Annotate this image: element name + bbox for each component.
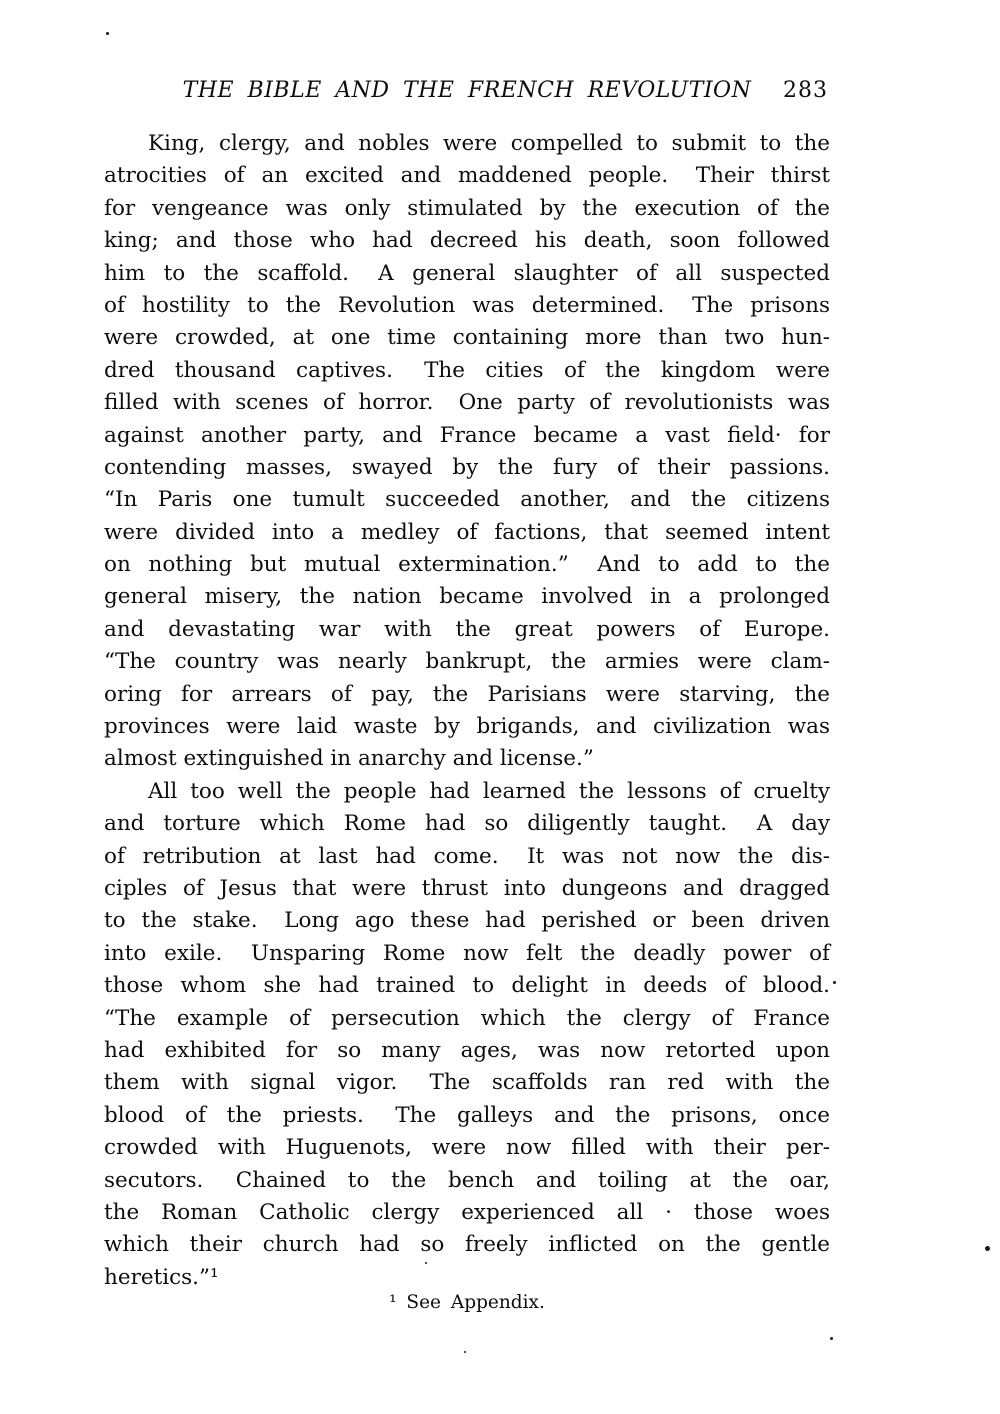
text-line: ciples of Jesus that were thrust into dungeons and dragged xyxy=(104,875,830,901)
running-head xyxy=(104,78,830,108)
text-line: those whom she had trained to delight in deeds of blood. xyxy=(104,973,830,999)
text-line: atrocities of an excited and maddened people. Their thirst xyxy=(104,163,830,189)
scan-speck xyxy=(985,1246,990,1251)
text-line: had exhibited for so many ages, was now retorted upon xyxy=(104,1037,830,1063)
scan-speck xyxy=(464,1351,466,1353)
scan-speck xyxy=(833,981,836,984)
text-line: against another party, and France became a vast field· for xyxy=(104,422,830,448)
text-line: on nothing but mutual extermination.” And to add to the xyxy=(104,552,830,578)
scan-speck xyxy=(830,1337,833,1340)
text-line: blood of the priests. The galleys and the prisons, once xyxy=(104,1102,830,1128)
text-line: and torture which Rome had so diligently taught. A day xyxy=(104,811,830,837)
text-line: them with signal vigor. The scaffolds ran red with the xyxy=(104,1070,830,1096)
page-number: 283 xyxy=(783,78,828,103)
text-line: King, clergy, and nobles were compelled to submit to the xyxy=(148,131,830,156)
text-line: which their church had so freely inflicted on the gentle xyxy=(104,1232,830,1258)
footnote: ¹ See Appendix. xyxy=(389,1292,545,1313)
text-line: oring for arrears of pay, the Parisians were starving, the xyxy=(104,681,830,707)
text-line: All too well the people had learned the lessons of cruelty xyxy=(148,778,830,804)
text-line: general misery, the nation became involved in a prolonged xyxy=(104,584,830,610)
text-line: into exile. Unsparing Rome now felt the deadly power of xyxy=(104,940,830,966)
text-block xyxy=(104,128,830,1294)
text-line: to the stake. Long ago these had perished or been driven xyxy=(104,908,830,934)
text-line: of hostility to the Revolution was determined. The prisons xyxy=(104,292,830,318)
text-line: contending masses, swayed by the fury of their passions. xyxy=(104,454,830,480)
text-line: secutors. Chained to the bench and toiling at the oar, xyxy=(104,1167,830,1193)
text-line: provinces were laid waste by brigands, and civilization was xyxy=(104,714,830,740)
text-line: “The country was nearly bankrupt, the armies were clam- xyxy=(104,649,830,675)
text-line: him to the scaffold. A general slaughter of all suspected xyxy=(104,260,830,286)
text-line: king; and those who had decreed his death, soon followed xyxy=(104,228,830,254)
text-line: dred thousand captives. The cities of the kingdom were xyxy=(104,357,830,383)
text-line: almost extinguished in anarchy and license.” xyxy=(104,746,594,772)
text-line: filled with scenes of horror. One party of revolutionists was xyxy=(104,390,830,416)
text-line: of retribution at last had come. It was not now the dis- xyxy=(104,843,830,869)
scan-speck xyxy=(425,1262,427,1264)
text-line: were divided into a medley of factions, that seemed intent xyxy=(104,519,830,545)
chapter-title: THE BIBLE AND THE FRENCH REVOLUTION xyxy=(182,78,752,103)
paragraph-2 xyxy=(104,776,830,1294)
text-line: crowded with Huguenots, were now filled with their per- xyxy=(104,1135,830,1161)
paragraph-1 xyxy=(104,128,830,776)
text-line: the Roman Catholic clergy experienced all · those woes xyxy=(104,1199,830,1225)
text-line: for vengeance was only stimulated by the execution of the xyxy=(104,195,830,221)
text-line: and devastating war with the great powers of Europe. xyxy=(104,616,830,642)
text-line: “In Paris one tumult succeeded another, and the citizens xyxy=(104,487,830,513)
text-line: “The example of persecution which the clergy of France xyxy=(104,1005,830,1031)
scan-speck xyxy=(106,32,109,35)
text-line: heretics.”¹ xyxy=(104,1264,219,1290)
text-line: were crowded, at one time containing more than two hun- xyxy=(104,325,830,351)
